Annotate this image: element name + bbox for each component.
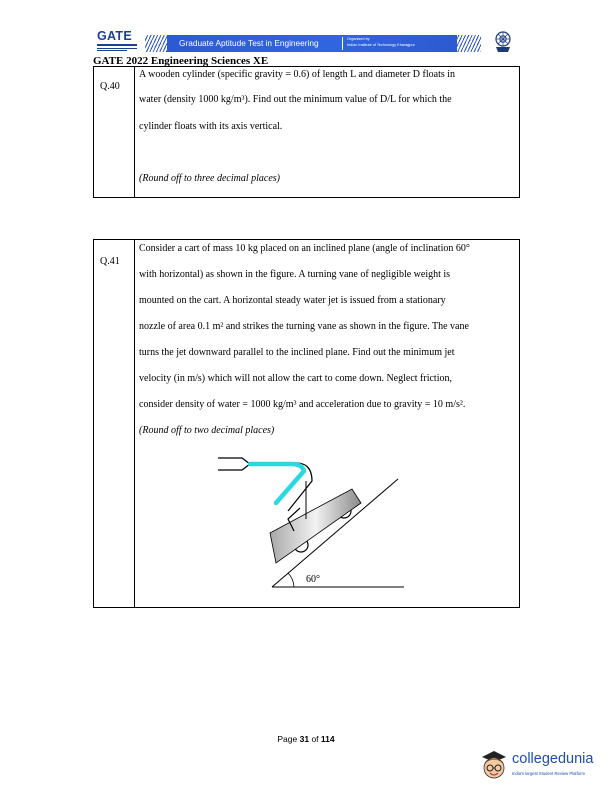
organizer-name: Indian Institute of Technology Kharagpur [347, 43, 415, 47]
title-banner-fill [167, 35, 457, 52]
question-number: Q.41 [100, 256, 120, 267]
question-text-line: nozzle of area 0.1 m² and strikes the turning vane as shown in the figure. The vane [139, 321, 469, 332]
question-text-line: with horizontal) as shown in the figure. A turning vane of negligible weight is [139, 269, 451, 280]
brand-tagline: India's largest Student Review Platform [512, 771, 585, 776]
question-text-line: Consider a cart of mass 10 kg placed on an inclined plane (angle of inclination 60° [139, 243, 470, 254]
rounding-instruction: (Round off to two decimal places) [139, 425, 275, 436]
gate-logo [93, 28, 143, 56]
question-text-line: velocity (in m/s) which will not allow the cart to come down. Neglect friction, [139, 373, 452, 384]
gate-logo-stripe [97, 44, 137, 46]
gate-logo-text: GATE [97, 29, 132, 43]
question-column-divider [134, 240, 135, 607]
rounding-instruction: (Round off to three decimal places) [139, 173, 280, 184]
document-title: GATE 2022 Engineering Sciences XE [93, 55, 269, 67]
page-total: 114 [320, 734, 335, 744]
page-footer [0, 734, 612, 744]
header-banner [93, 28, 513, 56]
gate-logo-stripe [97, 48, 137, 49]
angle-label: 60° [306, 574, 320, 585]
question-text-line: cylinder floats with its axis vertical. [139, 121, 283, 132]
question-number: Q.40 [100, 81, 120, 92]
cart-body [270, 489, 361, 563]
gate-logo-stripe [97, 50, 127, 51]
question-text-line: water (density 1000 kg/m³). Find out the minimum value of D/L for which the [139, 94, 452, 105]
brand-name: collegedunia [512, 751, 594, 767]
angle-arc [288, 573, 294, 587]
question-text-line: turns the jet downward parallel to the inclined plane. Find out the minimum jet [139, 347, 455, 358]
question-40-box [93, 66, 520, 198]
collegedunia-branding [478, 749, 608, 785]
page-number: 31 [299, 734, 310, 744]
organized-by-label: Organised by [347, 36, 370, 41]
banner-divider [342, 37, 343, 50]
question-column-divider [134, 67, 135, 197]
nozzle [218, 458, 250, 470]
water-jet [250, 464, 304, 503]
page-prefix: Page [277, 734, 300, 744]
student-mascot-icon [478, 749, 510, 783]
banner-title: Graduate Aptitude Test in Engineering [179, 38, 319, 48]
page-mid: of [309, 734, 321, 744]
title-banner [145, 35, 481, 52]
question-text-line: mounted on the cart. A horizontal steady water jet is issued from a stationary [139, 295, 446, 306]
iit-kharagpur-emblem-icon [492, 30, 514, 54]
question-text-line: consider density of water = 1000 kg/m³ and acceleration due to gravity = 10 m/s². [139, 399, 466, 410]
cart-incline-figure [208, 453, 408, 593]
question-text-line: A wooden cylinder (specific gravity = 0.6) of length L and diameter D floats in [139, 69, 456, 80]
